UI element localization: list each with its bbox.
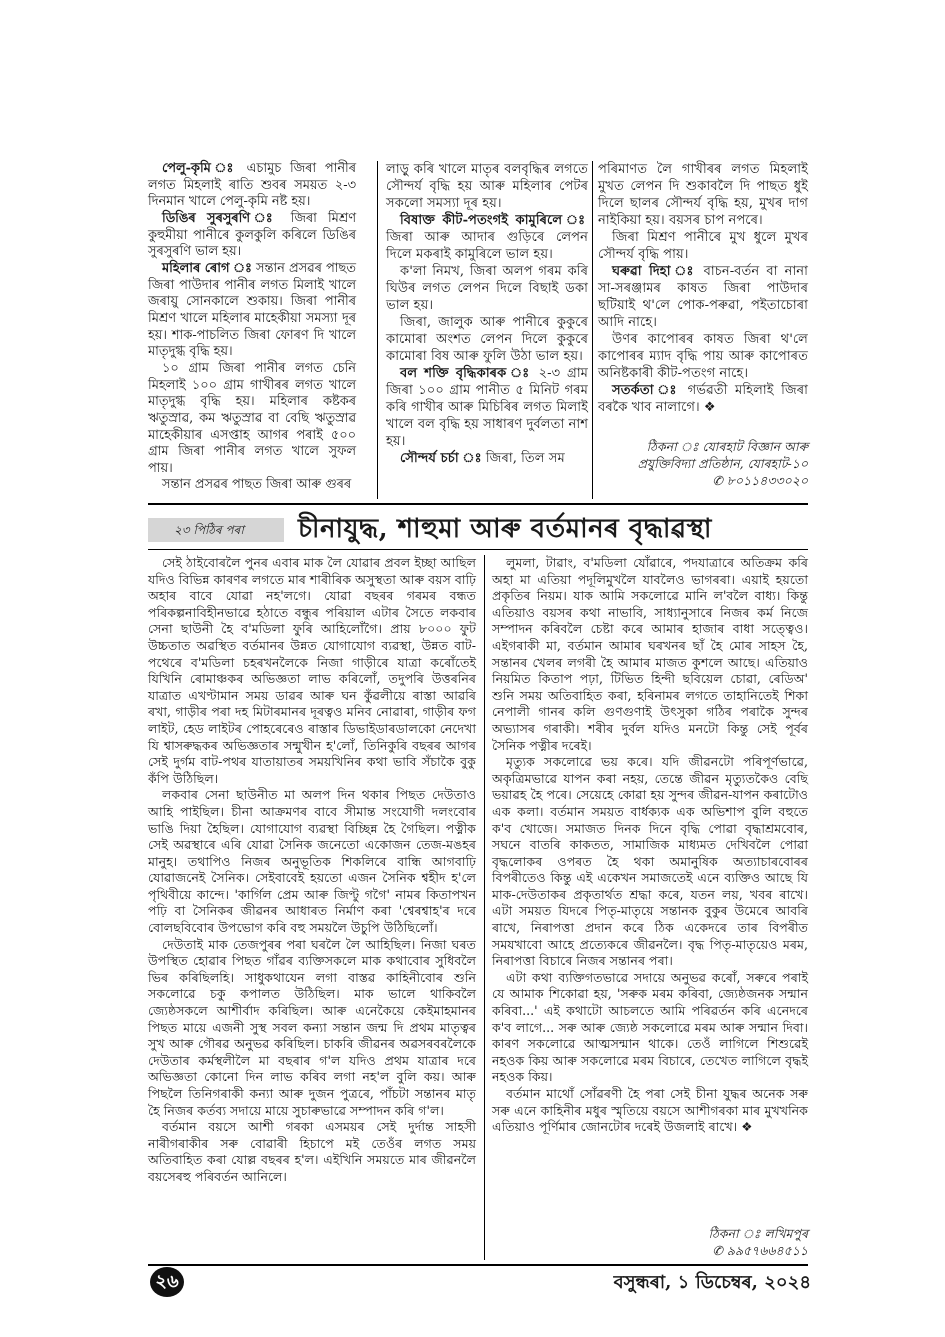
- paragraph-text: ২-৩ গ্ৰাম জিৰা ১০০ গ্ৰাম পানীত ৫ মিনিট গৰম কৰি গাখীৰ আৰু মিচিৰিৰ লগত মিলাই খালে বল বৃদ্ধি হয় সাধাৰণ দুৰ্বলতা নাশ হয়।: [386, 366, 588, 449]
- paragraph-text: জিৰা, জালুক আৰু পানীৰে কুকুৰে কামোৰা অংশত লেপন দিলে কুকুৰে কামোৰা বিষ আৰু ফুলি উঠা ভাল হয়।: [386, 315, 588, 364]
- paragraph: [598, 229, 808, 263]
- paragraph-text: এচামুচ জিৰা পানীৰ লগত মিহলাই ৰাতি শুবৰ সময়ত ২-৩ দিনমান খালে পেলু-কৃমি নষ্ট হয়।: [148, 161, 356, 210]
- page-number: ২৬: [150, 1267, 184, 1297]
- paragraph: [598, 263, 808, 331]
- paragraph-text: ক'লা নিমখ, জিৰা অলপ গৰম কৰি ঘিউৰ লগত লেপন দিলে বিছাই ডকা ভাল হয়।: [386, 264, 588, 313]
- column-divider: [484, 555, 485, 1260]
- paragraph-text: গৰ্ভৱতী মহিলাই জিৰা বৰকৈ খাব নালাগে। ❖: [598, 383, 809, 415]
- top-column-1: [148, 161, 356, 494]
- paragraph-heading: ডিঙিৰ সুৰসুৰণি ঃ: [162, 210, 280, 226]
- paragraph: [148, 361, 356, 478]
- paragraph-text: জিৰা মিশ্ৰণ পানীৰে মুখ ধুলে মুখৰ সৌন্দৰ্য বৃদ্ধি পায়।: [598, 230, 808, 262]
- paragraph: মৃত্যুক সকলোৱে ভয় কৰে। যদি জীৱনটো পৰিপূৰ্ণভাৱে, অকৃত্ৰিমভাৱে যাপন কৰা নহয়, তেন্তে জীৱন মৃত্যুতকৈও বেছি ভয়াৱহ হৈ পৰে। সেয়েহে কোৱা হয় সুন্দৰ জীৱন-যাপন কৰাটোও এক কলা। বৰ্তমান সময়ত বাৰ্ধক্যক এক অভিশাপ বুলি বহুতে ক'ব খোজে। সমাজত দিনক দিনে বৃদ্ধি পোৱা বৃদ্ধাশ্ৰমবোৰ, সঘনে বাতৰি কাকতত, সামাজিক মাধ্যমত দেখিবলৈ পোৱা বৃদ্ধলোকৰ ওপৰত হৈ থকা অমানুষিক অত্যাচাৰবোৰৰ বিপৰীতেও কিন্তু এই একেখন সমাজতেই এনে ব্যক্তিও আছে যি মাক-দেউতাকৰ প্ৰকৃতাৰ্থত শ্ৰদ্ধা কৰে, যতন লয়, খবৰ ৰাখে। এটা সময়ত যিদৰে পিতৃ-মাতৃয়ে সন্তানক বুকুৰ উমেৰে আবৰি ৰাখে, নিৰাপত্তা প্ৰদান কৰে ঠিক একেদৰে তাৰ বিপৰীত সমযখাবো আহে প্ৰত্যেকৰে জীৱনলৈ। বৃদ্ধ পিতৃ-মাতৃয়েও মৰম, নিৰাপত্তা বিচাৰে নিজৰ সন্তানৰ পৰা।: [492, 754, 808, 969]
- paragraph-text: জিৰা মিশ্ৰণ কুহুমীয়া পানীৰে কুলকুলি কৰিলে ডিঙিৰ সুৰসুৰণি ভাল হয়।: [148, 210, 357, 260]
- continued-from-tag: ২৩ পিঠিৰ পৰা: [148, 518, 284, 542]
- signature-line: প্ৰযুক্তিবিদ্যা প্ৰতিষ্ঠান, যোৰহাট-১০: [637, 456, 808, 471]
- paragraph-text: সন্তান প্ৰসৱৰ পাছত জিৰা আৰু গুৰৰ: [162, 477, 352, 493]
- article-column-right: [492, 555, 808, 1136]
- paragraph: সেই ঠাইবোৰলৈ পুনৰ এবাৰ মাক লৈ যোৱাৰ প্ৰবল ইচ্ছা আছিল যদিও বিভিন্ন কাৰণৰ লগতে মাৰ শাৰীৰিক অসুস্থতা আৰু বয়স বাঢ়ি অহাৰ বাবে যোৱা নহ'লগে। যোৱা বছৰৰ গৰমৰ বন্ধত পৰিকল্পনাবিহীনভাৱে হঠাতে বন্ধুৰ পৰিয়াল এটাৰ সৈতে লকবাৰ সেনা ছাউনী হৈ ব'মডিলা ফুৰি আহিলোঁগৈ। প্ৰায় ৮০০০ ফুট উচ্চতাত অৱস্থিত বৰ্তমানৰ উন্নত যোগাযোগ ব্যৱস্থা, উন্নত বাট-পথেৰে ব'মডিলা চহৰখনলৈকে নিজা গাড়ীৰে যাত্ৰা কৰোঁতেই যিখিনি ৰোমাঞ্চকৰ অভিজ্ঞতা লাভ কৰিলোঁ, তদুপৰি উত্তৰনিৰ যাত্ৰাত এখণ্টামান সময় ডাৱৰ আৰু ঘন কুঁৱলীয়ে ৰাস্তা আৱৰি ৰখা, গাড়ীৰ পৰা দহ মিটাৰমানৰ দূৰত্বও মনিব নোৱাৰা, গাড়ীৰ ফগ লাইট, হেড লাইটৰ পোহৰেৰেও ৰাস্তাৰ ডিভাইডাৰডালকো নেদেখা যি শ্বাসৰুদ্ধকৰ অভিজ্ঞতাৰ সন্মুখীন হ'লোঁ, তিনিকুৰি বছৰৰ আগৰ সেই দুৰ্গম বাট-পথৰ যাতায়াতৰ সময়খিনিৰ কথা ভাবি সঁচাকৈ বুকু কঁপি উঠিছিল।: [148, 555, 476, 786]
- paragraph: দেউতাই মাক তেজপুৰৰ পৰা ঘৰলৈ লৈ আহিছিল। নিজা ঘৰত উপস্থিত হোৱাৰ পিছত গাঁৱৰ ব্যক্তিসকলে মাক কথাবোৰ সুধিবলৈ ভিৰ কৰিছিলহি। সাধুকথাযেন লগা বাস্তৱ কাহিনীবোৰ শুনি সকলোৱে চকু কপালত উঠিছিল। মাক ভালে থাকিবলৈ জ্যেষ্ঠসকলে আশীৰ্বাদ কৰিছিল। আৰু এনেকৈয়ে কেইমাহমানৰ পিছত মায়ে এজনী সুস্থ সবল কন্যা সন্তান জন্ম দি প্ৰথম মাতৃত্বৰ সুখ আৰু গৌৰৱ অনুভৱ কৰিছিল। চাকৰি জীৱনৰ অৱসৰবৰলৈকে দেউতাৰ কৰ্মস্থলীলৈ মা বছৰাৰ গ'ল যদিও প্ৰথম যাত্ৰাৰ দৰে অভিজ্ঞতা কোনো দিন লাভ কৰিব লগা নহ'ল বুলি কয়। আৰু পিছলৈ তিনিগৰাকী কন্যা আৰু দুজন পুত্ৰৰে, পাঁচটা সন্তানৰ মাতৃ হৈ নিজৰ কৰ্তব্য সদায়ে মায়ে সুচাৰুভাৱে সম্পাদন কৰি গ'ল।: [148, 936, 476, 1118]
- column-divider: [592, 161, 593, 499]
- paragraph: [148, 261, 356, 361]
- top-column-2: [386, 161, 588, 467]
- paragraph: [598, 382, 808, 416]
- title-underline: [148, 549, 808, 550]
- signature-line: ✆ ৯৯৫৭৬৬৪৫১১: [712, 1243, 808, 1258]
- paragraph: এটা কথা ব্যক্তিগতভাৱে সদায়ে অনুভৱ কৰোঁ, সৰুৰে পৰাই যে আমাক শিকোৱা হয়, 'সৰুক মৰম কৰিবা, জ্যেষ্ঠজনক সন্মান কৰিবা...' এই কথাটো আচলতে আমি পৰিৱৰ্তন কৰি এনেদৰে ক'ব লাগে... সৰু আৰু জ্যেষ্ঠ সকলোৱে মৰম আৰু সন্মান দিবা। কাৰণ সকলোৱে আত্মসন্মান থাকে। তেওঁ লাগিলে শিশুৱেই নহওক কিয় আৰু সকলোৱে মৰম বিচাৰে, তেখেত লাগিলে বৃদ্ধই নহওক কিয়।: [492, 969, 808, 1085]
- paragraph: [386, 450, 588, 467]
- paragraph-heading: মহিলাৰ ৰোগ ঃ: [162, 260, 252, 276]
- article-header: [148, 510, 808, 548]
- paragraph: [598, 331, 808, 382]
- paragraph-text: ১০ গ্ৰাম জিৰা পানীৰ লগত চেনি মিহলাই ১০০ গ্ৰাম গাখীৰৰ লগত খালে মাতৃদুগ্ধ বৃদ্ধি হয়। মহিলাৰ কষ্টকৰ ঋতুস্ৰাৱ, কম ঋতুস্ৰাৱ বা বেছি ঋতুস্ৰাৱ মাহেকীয়াৰ এসপ্তাহ আগৰ পৰাই ৫০০ গ্ৰাম জিৰা পানীৰ লগত খালে সুফল পায়।: [148, 360, 356, 476]
- paragraph-text: সন্তান প্ৰসৱৰ পাছত জিৰা পাউদাৰ পানীৰ লগত মিলাই খালে জৰায়ু সোনকালে শুকায়। জিৰা পানীৰ মিশ্ৰণ খালে মহিলাৰ মাহেকীয়া সমস্যা দূৰ হয়। শাক-পাচলিত জিৰা ফোৰণ দি খালে মাতৃদুগ্ধ বৃদ্ধি হয়।: [148, 260, 356, 360]
- paragraph: [386, 161, 588, 212]
- article-column-left: [148, 555, 476, 1186]
- signature-line: ঠিকনা ঃ লখিমপুৰ: [708, 1226, 808, 1241]
- section-divider: [148, 503, 808, 505]
- paragraph: লকবাৰ সেনা ছাউনীত মা অলপ দিন থকাৰ পিছত দেউতাও আহি পাইছিল। চীনা আক্ৰমণৰ বাবে সীমান্ত সংযোগী দলংবোৰ ভাঙি দিয়া হৈছিল। যোগাযোগ ব্যৱস্থা বিচ্ছিন্ন হৈ গৈছিল। পত্নীক সেই অৱস্থাৰে এৰি যোৱা সৈনিক জনেতো একোজন তেজ-মঙহৰ মানুহ। তথাপিও নিজৰ অনুভূতিক শিকলিৰে বান্ধি আগবাঢ়ি যোৱাজনেই সৈনিক। সেইবাবেই হয়তো এজন সৈনিক শ্বহীদ হ'লে পৃথিবীয়ে কান্দে। 'কাৰ্গিল প্ৰেম আৰু জিণ্টু গগৈ' নামৰ কিতাপখন পঢ়ি বা সৈনিকৰ জীৱনৰ আধাৰত নিৰ্মাণ কৰা 'শ্বেৰশ্বাহ'ৰ দৰে বোলছবিবোৰ উপভোগ কৰি বহু সময়লৈ উচুপি উঠিছিলোঁ।: [148, 787, 476, 936]
- paragraph-text: জিৰা, তিল সম: [485, 451, 565, 466]
- paragraph-heading: সৌন্দৰ্য চৰ্চা ঃ: [400, 451, 482, 466]
- magazine-issue: বসুন্ধৰা, ১ ডিচেম্বৰ, ২০২৪: [613, 1272, 811, 1293]
- paragraph-heading: সতৰ্কতা ঃ: [612, 383, 680, 398]
- paragraph-heading: বল শক্তি বৃদ্ধিকাৰক ঃ: [400, 366, 532, 381]
- article-signature: [600, 1225, 808, 1259]
- signature-line: ✆ ৮০১১৪৩৩০২০: [712, 473, 808, 488]
- paragraph-text: বাচন-বৰ্তন বা নানা সা-সৰঞ্জামৰ কাষত জিৰা পাউদাৰ ছটিয়াই থ'লে পোক-পৰুৱা, পইতাচোৰা আদি নাহে।: [598, 264, 808, 330]
- paragraph: [598, 161, 808, 229]
- top-column-3: [598, 161, 808, 416]
- paragraph: [148, 161, 356, 211]
- paragraph-text: উণৰ কাপোৰৰ কাষত জিৰা থ'লে কাপোৰৰ ম্যাদ বৃদ্ধি পায় আৰু কাপোৰত অনিষ্টকাৰী কীট-পতংগ নাহে।: [598, 332, 808, 381]
- article-title: চীনাযুদ্ধ, শাহুমা আৰু বৰ্তমানৰ বৃদ্ধাৱস্থা: [298, 514, 712, 544]
- paragraph-text: জিৰা আৰু আদাৰ গুড়িৰে লেপন দিলে মকৰাই কামুৰিলে ভাল হয়।: [386, 230, 588, 262]
- top-signature: [598, 438, 808, 489]
- signature-line: ঠিকনা ঃ যোৰহাট বিজ্ঞান আৰু: [646, 439, 808, 454]
- paragraph: [386, 212, 588, 263]
- paragraph-text: পৰিমাণত লৈ গাখীৰৰ লগত মিহলাই মুখত লেপন দি শুকাবলৈ দি পাছত ধুই দিলে ছালৰ সৌন্দৰ্য বৃদ্ধি হয়, মুখৰ দাগ নাইকিয়া হয়। বয়সৰ চাপ নপৰে।: [598, 162, 808, 228]
- paragraph: [386, 314, 588, 365]
- paragraph: বৰ্তমান মাথোঁ সোঁৱৰণী হৈ পৰা সেই চীনা যুদ্ধৰ অনেক সৰু সৰু এনে কাহিনীৰ মধুৰ স্মৃতিয়ে বয়সে আশীগৰকা মাৰ মুখখনিক এতিয়াও পূৰ্ণিমাৰ জোনটোৰ দৰেই উজলাই ৰাখে। ❖: [492, 1086, 808, 1135]
- paragraph: লুমলা, টাৱাং, ব'মডিলা যোঁৱাৰে, পদযাত্ৰাৰে অতিক্ৰম কৰি অহা মা এতিয়া পদূলিমুখলৈ যাবলৈও ভাগৰৰা। এয়াই হয়তো প্ৰকৃতিৰ নিয়ম। যাক আমি সকলোৱে মানি ল'বলৈ বাধ্য। কিন্তু এতিয়াও বয়সৰ কথা নাভাবি, সাধ্যানুসাৰে নিজৰ কৰ্ম নিজে সম্পাদন কৰিবলৈ চেষ্টা কৰে আমাৰ হাজাৰ বাধা সত্ত্বেও। এইগৰাকী মা, বৰ্তমান আমাৰ ঘৰখনৰ ছাঁ হৈ মোৰ সাহস হৈ, সন্তানৰ খেলৰ লগৰী হৈ আমাৰ মাজত কুশলে আছে। এতিয়াও নিয়মিত কিতাপ পঢ়া, টিভিত হিন্দী ছবিয়েল চোৱা, ৰেডিঅ' শুনি সময় অতিবাহিত কৰা, হৰিনামৰ লগতে তাহানিতেই শিকা নেপালী গানৰ কলি গুণগুণাই উৎসুকা গঠিৰ পৰাকৈ সুন্দৰ অভ্যাসৰ গৰাকী। শৰীৰ দুৰ্বল যদিও মনটো কিন্তু সেই পূৰ্বৰ সৈনিক পত্নীৰ দৰেই।: [492, 555, 808, 753]
- paragraph-heading: বিষাক্ত কীট-পতংগই কামুৰিলে ঃ: [400, 213, 588, 228]
- paragraph: বৰ্তমান বয়সে আশী গৰকা এসময়ৰ সেই দুৰ্দান্ত সাহসী নাৰীগৰাকীৰ সৰু বোৱাৰী হিচাপে মই তেওঁৰ লগত সময় অতিবাহিত কৰা যোল্ল বছৰৰ হ'ল। এইখিনি সময়তে মাৰ জীৱনলৈ বয়সেৰহু পৰিবৰ্তন আনিলে।: [148, 1119, 476, 1184]
- paragraph-heading: ঘৰুৱা দিহা ঃ: [612, 264, 697, 279]
- paragraph-text: লাড়ু কৰি খালে মাতৃৰ বলবৃদ্ধিৰ লগতে সৌন্দৰ্য বৃদ্ধি হয় আৰু মহিলাৰ পেটৰ সকলো সমস্যা দূৰ হয়।: [386, 162, 588, 211]
- paragraph: [386, 263, 588, 314]
- paragraph: [386, 365, 588, 450]
- footer-rule: [148, 1264, 808, 1266]
- paragraph: [148, 211, 356, 261]
- paragraph-heading: পেলু-কৃমি ঃ: [162, 161, 238, 176]
- column-divider: [377, 161, 378, 499]
- paragraph: [148, 477, 356, 494]
